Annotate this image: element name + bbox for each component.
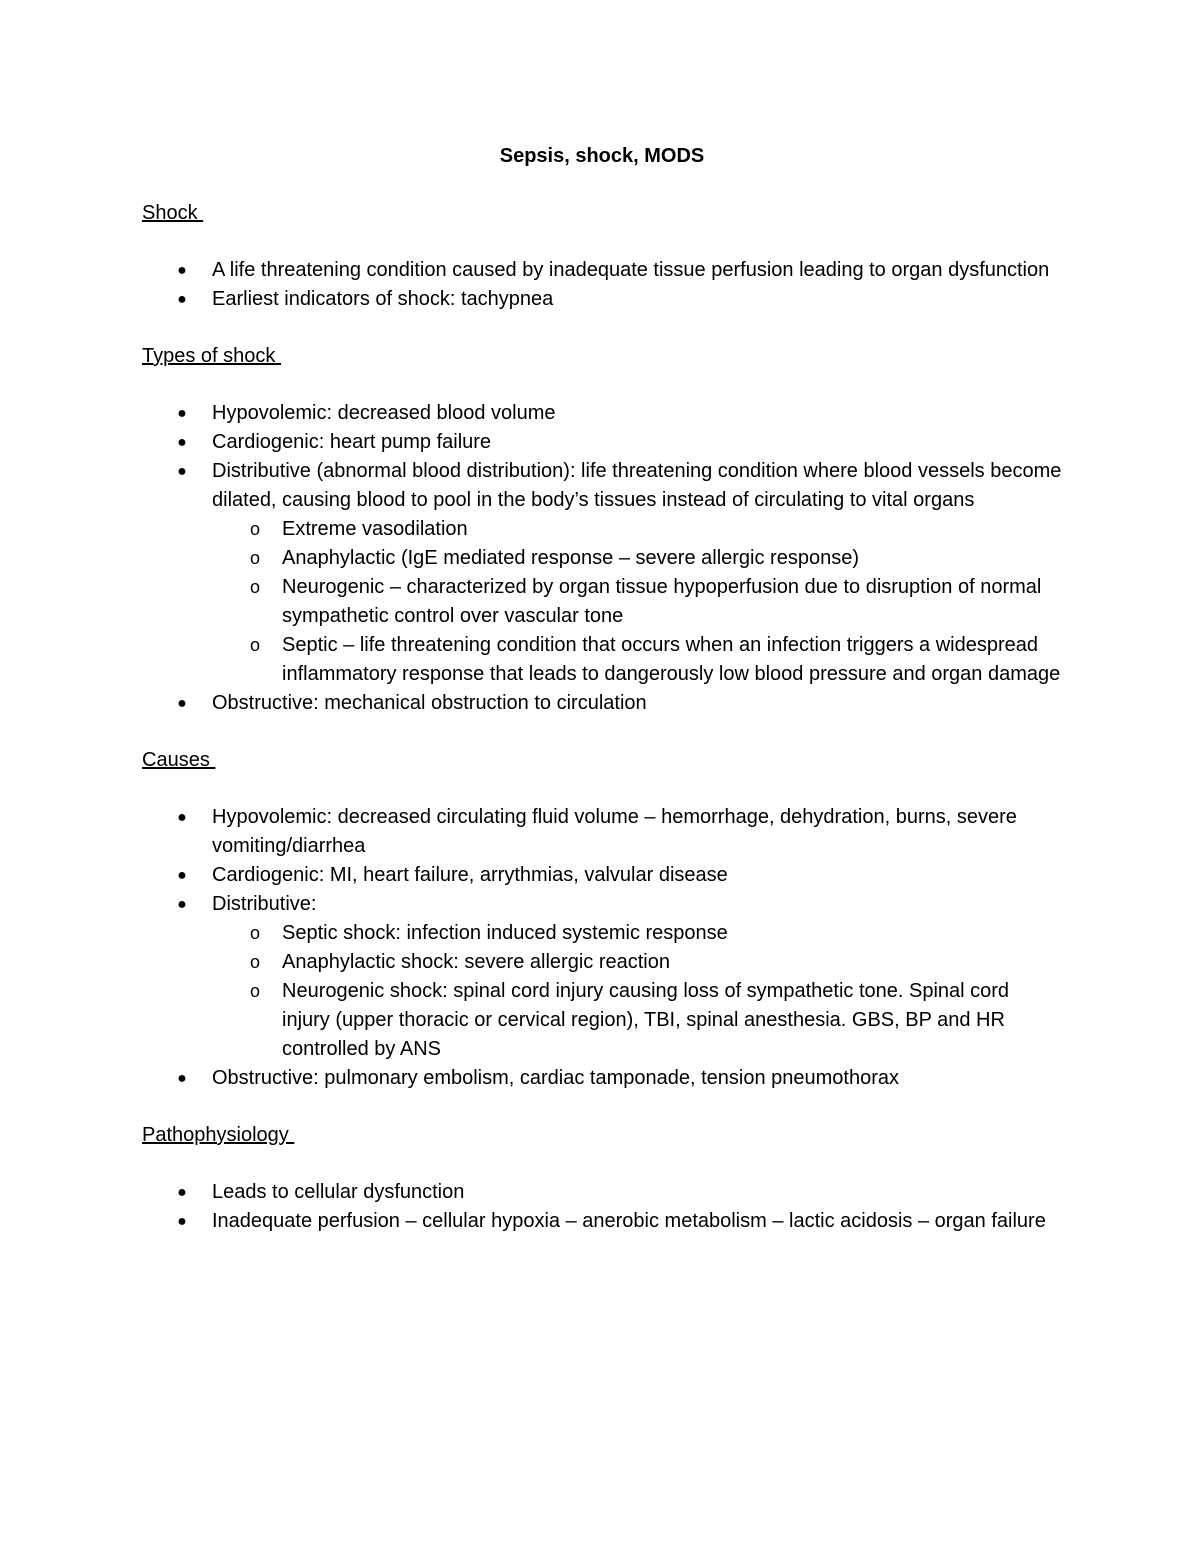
list-item (142, 1207, 1062, 1236)
sub-bullet-icon: o (249, 923, 260, 943)
sub-list-item (212, 515, 1062, 544)
sub-list-item-text: Anaphylactic (IgE mediated response – severe allergic response) (282, 547, 859, 569)
list-item (142, 256, 1062, 285)
sub-bullet-icon: o (249, 635, 260, 655)
list-item (142, 890, 1062, 1064)
list-item (142, 457, 1062, 689)
list-item-text: Inadequate perfusion – cellular hypoxia – anerobic metabolism – lactic acidosis – organ failure (212, 1210, 1046, 1232)
list-item (142, 689, 1062, 718)
document-page (142, 142, 1062, 1236)
list-item (142, 803, 1062, 861)
section-causes (142, 746, 1062, 1093)
list-item-text: Leads to cellular dysfunction (212, 1181, 465, 1203)
bullet-icon: ● (177, 405, 187, 422)
bullet-list (142, 256, 1062, 314)
section-heading: Causes (142, 749, 216, 771)
list-item-text: A life threatening condition caused by inadequate tissue perfusion leading to organ dysfunction (212, 259, 1050, 281)
bullet-icon: ● (177, 463, 187, 480)
bullet-icon: ● (177, 896, 187, 913)
bullet-icon: ● (177, 809, 187, 826)
sub-list-item (212, 919, 1062, 948)
sub-bullet-icon: o (249, 548, 260, 568)
bullet-icon: ● (177, 867, 187, 884)
list-item-text: Hypovolemic: decreased circulating fluid volume – hemorrhage, dehydration, burns, severe vomiting/diarrhea (212, 806, 1017, 857)
sub-list-item-text: Septic shock: infection induced systemic response (282, 922, 728, 944)
section-heading: Types of shock (142, 345, 281, 367)
sub-list-item (212, 544, 1062, 573)
bullet-icon: ● (177, 1213, 187, 1230)
bullet-icon: ● (177, 1184, 187, 1201)
sub-list-item (212, 948, 1062, 977)
list-item-text: Earliest indicators of shock: tachypnea (212, 288, 554, 310)
bullet-icon: ● (177, 695, 187, 712)
list-item (142, 1178, 1062, 1207)
sub-list-item (212, 573, 1062, 631)
sub-list-item (212, 977, 1062, 1064)
list-item-text: Distributive (abnormal blood distribution): life threatening condition where blood vessels become dilated, causing blood to pool in the body’s tissues instead of circulating to vital organs (212, 460, 1062, 511)
sub-bullet-list (212, 919, 1062, 1064)
list-item-text: Cardiogenic: heart pump failure (212, 431, 492, 453)
sub-list-item (212, 631, 1062, 689)
sub-list-item-text: Extreme vasodilation (282, 518, 468, 540)
bullet-list (142, 803, 1062, 1093)
bullet-icon: ● (177, 291, 187, 308)
bullet-icon: ● (177, 434, 187, 451)
sub-bullet-icon: o (249, 952, 260, 972)
section-types-of-shock (142, 342, 1062, 718)
bullet-list (142, 1178, 1062, 1236)
bullet-icon: ● (177, 262, 187, 279)
sub-list-item-text: Neurogenic shock: spinal cord injury causing loss of sympathetic tone. Spinal cord injury (upper thoracic or cervical region), TBI, spinal anesthesia. GBS, BP and HR controlled by ANS (282, 980, 1010, 1060)
list-item-text: Hypovolemic: decreased blood volume (212, 402, 556, 424)
list-item (142, 399, 1062, 428)
document-title: Sepsis, shock, MODS (499, 145, 705, 167)
list-item (142, 428, 1062, 457)
list-item-text: Obstructive: pulmonary embolism, cardiac tamponade, tension pneumothorax (212, 1067, 900, 1089)
sub-bullet-icon: o (249, 519, 260, 539)
bullet-list (142, 399, 1062, 718)
list-item-text: Cardiogenic: MI, heart failure, arrythmias, valvular disease (212, 864, 728, 886)
sub-bullet-list (212, 515, 1062, 689)
sub-bullet-icon: o (249, 981, 260, 1001)
sub-list-item-text: Neurogenic – characterized by organ tissue hypoperfusion due to disruption of normal sympathetic control over vascular tone (282, 576, 1042, 627)
list-item (142, 861, 1062, 890)
list-item (142, 1064, 1062, 1093)
list-item-text: Obstructive: mechanical obstruction to circulation (212, 692, 647, 714)
sub-list-item-text: Anaphylactic shock: severe allergic reaction (282, 951, 670, 973)
list-item (142, 285, 1062, 314)
bullet-icon: ● (177, 1070, 187, 1087)
sub-list-item-text: Septic – life threatening condition that occurs when an infection triggers a widespread inflammatory response that leads to dangerously low blood pressure and organ damage (282, 634, 1061, 685)
section-shock (142, 199, 1062, 314)
section-heading: Shock (142, 202, 204, 224)
sub-bullet-icon: o (249, 577, 260, 597)
list-item-text: Distributive: (212, 893, 317, 915)
section-pathophysiology (142, 1121, 1062, 1236)
section-heading: Pathophysiology (142, 1124, 295, 1146)
